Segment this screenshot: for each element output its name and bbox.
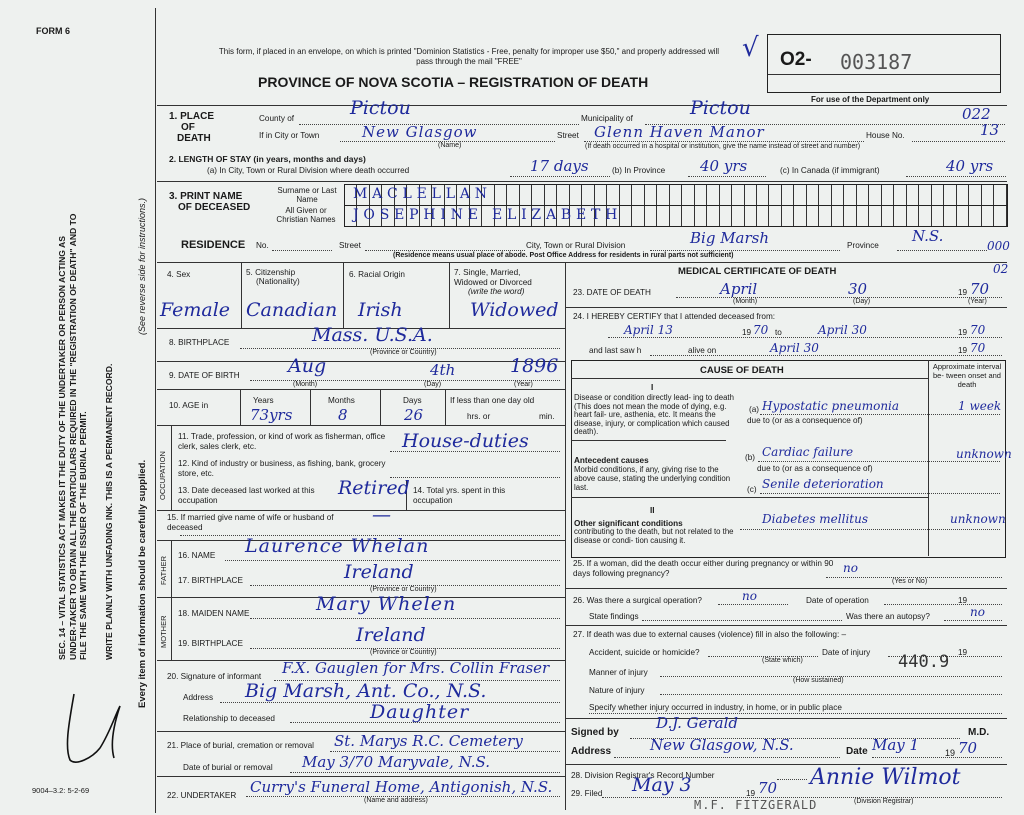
q27-date-19: 19 [958,648,968,657]
county-label: County of [259,114,295,123]
deceased-label [169,191,250,213]
q26-autopsy-label: Was there an autopsy? [846,612,930,621]
side-instruction-ink: WRITE PLAINLY WITH UNFADING INK. THIS IS A PERMANENT RECORD. [104,363,114,660]
marital-label-1: 7. Single, Married, [454,268,521,277]
informant-sig-value: F.X. Gauglen for Mrs. Collin Fraser [282,659,550,677]
burial-date-value: May 3/70 Maryvale, N.S. [302,753,491,771]
age-lt-label: If less than one day old [450,396,535,405]
part-1-label: I [651,383,654,392]
last-seen-mid: alive on [688,346,717,355]
undertaker-label: 22. UNDERTAKER [167,791,237,800]
informant-rel-value: Daughter [370,701,470,723]
part-2-label: II [650,506,655,515]
q27-manner-label: Manner of injury [589,668,648,677]
filed-value: May 3 [632,774,692,796]
age-days-label: Days [403,396,422,405]
form-title: PROVINCE OF NOVA SCOTIA – REGISTRATION OF DEATH [258,74,649,90]
death-year-caption: (Year) [968,298,987,305]
given-label: All Given or Christian Names [276,206,336,224]
q28-label: 28. Division Registrar's Record Number [571,771,715,780]
stay-c-value: 40 yrs [946,157,994,175]
marital-label-2: Widowed or Divorced [454,277,532,287]
surname-value: MACLELLAN [353,186,492,202]
mail-notice: This form, if placed in an envelope, on which is printed "Dominion Statistics - Free, penalty for improper use $50," and properly addressed will pass through the mail "FREE" [218,47,720,66]
q27-date-label: Date of injury [822,648,871,657]
birthplace-label: 8. BIRTHPLACE [169,338,230,347]
signed-label: Signed by [571,727,619,738]
q26-answer: no [742,589,757,603]
death-date-label: 23. DATE OF DEATH [573,288,651,297]
signed-address-label: Address [571,746,612,757]
q26-text: 26. Was there a surgical operation? [573,596,702,605]
occupation-11-label: 11. Trade, profession, or kind of work as fisherman, office clerk, sales clerk, etc. [178,432,386,451]
father-birthplace-caption: (Province or Country) [370,586,437,593]
residence-city-value: Big Marsh [690,229,770,247]
q27-text: 27. If death was due to external causes (violence) fill in also the following: – [573,630,847,639]
race-value: Irish [358,299,403,321]
stay-b-value: 40 yrs [700,157,748,175]
residence-province-value: N.S. [912,227,944,245]
registrar-stamp: M.F. FITZGERALD [694,798,818,812]
attended-to: April 30 [818,323,867,337]
side-instruction-every-item: Every item of information should be carefully supplied. [137,459,148,708]
death-day-caption: (Day) [853,298,871,305]
q26-date-label: Date of operation [806,596,869,605]
sex-label: 4. Sex [167,270,191,279]
place-label-3: DEATH [177,133,211,144]
informant-rel-label: Relationship to deceased [183,714,275,723]
burial-date-label: Date of burial or removal [183,763,273,772]
age-label: 10. AGE in [169,401,209,410]
stay-a-label: (a) In City, Town or Rural Division where death occurred [207,166,410,175]
marital-value: Widowed [470,299,559,321]
form-number: FORM 6 [36,26,71,36]
other-value: Diabetes mellitus [762,512,868,526]
q27-sustained-caption: (How sustained) [793,677,844,684]
house-label: House No. [866,131,905,140]
sex-value: Female [160,299,231,321]
due-to-2: due to (or as a consequence of) [757,464,873,473]
checkmark: √ [742,33,759,63]
dob-month: Aug [288,355,327,377]
hospital-note: (If death occurred in a hospital or institution, give the name instead of street and number) [585,143,861,150]
house-value: 13 [980,121,1000,139]
residence-code-2: 02 [993,262,1009,276]
father-side-label: FATHER [159,555,168,585]
marital-label-3: (write the word) [468,287,525,296]
mother-birthplace-caption: (Province or Country) [370,649,437,656]
place-label-1: 1. PLACE [169,111,215,122]
q27-state-caption: (State which) [762,657,803,664]
cause-c-value: Senile deterioration [762,477,884,491]
wife-value: — [372,504,391,526]
occupation-12-label: 12. Kind of industry or business, as fishing, bank, grocery store, etc. [178,459,386,478]
father-birthplace-value: Ireland [344,561,414,583]
attended-to-label: to [775,328,782,337]
dob-year-caption: (Year) [514,381,533,388]
city-label: If in City or Town [259,131,320,140]
municipality-code: 022 [962,105,991,123]
residence-code-1: 000 [987,239,1010,253]
county-value: Pictou [350,97,411,119]
municipality-value: Pictou [690,97,751,119]
mother-birthplace-value: Ireland [356,624,426,646]
age-hrs-label: hrs. or [467,412,491,421]
q27-accident-label: Accident, suicide or homicide? [589,648,700,657]
dob-day: 4th [430,361,456,379]
department-use-label: For use of the Department only [811,95,930,104]
age-days-value: 26 [404,406,424,424]
occupation-side-label: OCCUPATION [158,451,167,500]
surname-boxes [344,184,1008,206]
occupation-13-label: 13. Date deceased last worked at this occupation [178,486,315,505]
dob-day-caption: (Day) [424,381,442,388]
residence-note: (Residence means usual place of abode. Post Office Address for residents in rural parts not sufficient) [393,252,734,259]
age-min-label: min. [539,412,555,421]
birthplace-value: Mass. U.S.A. [312,324,433,346]
occupation-14-label: 14. Total yrs. spent in this occupation [413,486,506,505]
stay-label-text: 2. LENGTH OF STAY (in years, months and days) [169,154,366,164]
q25-caption: (Yes or No) [892,578,928,585]
stay-label [169,154,366,164]
attended-to-yr: 70 [970,323,986,337]
cause-a-label: (a) [749,405,760,414]
residence-label: RESIDENCE [181,239,246,251]
birthplace-caption: (Province or Country) [370,349,437,356]
mother-side-label: MOTHER [159,615,168,648]
registration-number: 003187 [840,50,913,74]
citizenship-caption: (Nationality) [256,277,300,286]
print-code: 9004–3.2: 5-2-69 [32,786,90,795]
other-interval: unknown [950,512,1006,526]
q26-autopsy-answer: no [970,605,985,619]
death-date-month: April [720,280,758,298]
cause-c-label: (c) [747,485,757,494]
q29-label: 29. Filed [571,789,603,798]
cause-a-value: Hypostatic pneumonia [762,399,900,413]
occupation-13-value: Retired [338,477,410,499]
attended-from-19: 19 [742,328,752,337]
signed-date-value: May 1 [872,736,920,754]
filed-19: 19 [746,789,756,798]
signed-date-label: Date [846,746,868,757]
informant-address-value: Big Marsh, Ant. Co., N.S. [245,680,487,702]
dob-month-caption: (Month) [293,381,318,388]
death-date-19: 19 [958,288,968,297]
side-instruction-vital-stats: SEC. 14 – VITAL STATISTICS ACT MAKES IT THE DUTY OF THE UNDERTAKER OR PERSON ACTING AS UNDER-TAKER TO OBTAIN ALL THE PARTICULARS REQUIRED IN THE "REGISTRATION OF DEATH" AND TO FILE THE SAME WITH THE ISSUER OF THE BURIAL PERMIT. [57,213,88,660]
due-to-1: due to (or as a consequence of) [747,416,863,425]
wife-label: 15. If married give name of wife or husband of deceased [167,513,334,532]
cause-of-death-title: CAUSE OF DEATH [700,365,784,376]
street-label: Street [557,131,579,140]
cause-b-interval: unknown [956,447,1012,461]
age-months-value: 8 [338,406,348,424]
signed-date-19: 19 [945,748,956,758]
municipality-label: Municipality of [581,114,633,123]
registrar-caption: (Division Registrar) [854,798,914,805]
surname-label: Surname or Last Name [277,186,337,204]
q27-code: 440.9 [898,652,950,672]
last-seen-yr: 70 [970,341,986,355]
attended-from: April 13 [624,323,673,337]
antecedent-desc: Morbid conditions, if any, giving rise to the above cause, stating the underlying condition last. [574,465,731,492]
death-month-caption: (Month) [733,298,758,305]
attended-label: 24. I HEREBY CERTIFY that I attended deceased from: [573,312,776,321]
other-label: Other significant conditions [574,519,683,528]
marital-label [454,268,532,297]
deceased-label-2: OF DECEASED [178,202,251,213]
q26-date-19: 19 [958,596,968,605]
dob-year: 1896 [510,355,559,377]
registration-prefix: O2- [780,49,812,70]
informant-sig-label: 20. Signature of informant [167,672,262,681]
deceased-label-1: 3. PRINT NAME [169,191,243,202]
side-instruction-reverse: (See reverse side for instructions.) [137,197,147,335]
stay-b-label: (b) In Province [612,166,666,175]
disease-label [574,394,734,437]
informant-address-label: Address [183,693,214,702]
cause-a-interval: 1 week [958,399,1002,413]
residence-province-label: Province [847,241,879,250]
city-value: New Glasgow [362,123,478,141]
signed-date-year: 70 [958,739,978,757]
given-name-boxes [344,205,1008,227]
last-seen-value: April 30 [770,341,819,355]
occupation-11-value: House-duties [402,430,529,452]
given-name-value: JOSEPHINE ELIZABETH [353,207,623,223]
undertaker-caption: (Name and address) [364,797,428,804]
citizenship-value: Canadian [246,299,338,321]
father-name-value: Laurence Whelan [245,535,430,557]
q25-answer: no [843,561,858,575]
citizenship-label [246,268,300,286]
mother-birthplace-label: 19. BIRTHPLACE [178,639,243,648]
age-years-label: Years [253,396,274,405]
place-label [169,111,214,144]
residence-city-label: City, Town or Rural Division [526,241,626,250]
registration-number-box [767,34,1001,93]
place-label-2: OF [181,122,195,133]
street-value: Glenn Haven Manor [594,123,765,141]
city-name-caption: (Name) [438,142,462,149]
age-years-value: 73yrs [250,406,293,424]
q27-specify-label: Specify whether injury occurred in industry, in home, or in public place [589,703,842,712]
burial-place-label: 21. Place of burial, cremation or removal [167,741,314,750]
attended-to-19: 19 [958,328,968,337]
q26-findings-label: State findings [589,612,639,621]
stay-c-label: (c) In Canada (if immigrant) [780,166,880,175]
other-desc: contributing to the death, but not related to the disease or condi- tion causing it. [574,527,734,545]
dob-label: 9. DATE OF BIRTH [169,371,240,380]
residence-street-label: Street [339,241,361,250]
q27-nature-label: Nature of injury [589,686,645,695]
stay-a-value: 17 days [530,157,589,175]
last-seen-label: and last saw h [589,346,642,355]
race-label: 6. Racial Origin [349,270,405,279]
father-name-label: 16. NAME [178,551,216,560]
interval-label: Approximate interval be- tween onset and death [932,362,1002,389]
citizenship-label-text: 5. Citizenship [246,268,296,277]
cause-b-value: Cardiac failure [762,445,854,459]
mother-maiden-label: 18. MAIDEN NAME [178,609,250,618]
filed-year: 70 [758,779,778,797]
undertaker-value: Curry's Funeral Home, Antigonish, N.S. [250,778,553,796]
last-seen-19: 19 [958,346,968,355]
burial-place-value: St. Marys R.C. Cemetery [334,732,523,750]
registrar-signature: Annie Wilmot [810,765,961,790]
left-margin-line [155,8,156,813]
disease-label-text: Disease or condition directly lead- ing to death (This does not mean the mode of dying, e.g. heart fail- ure, asthenia, etc. It means the disease, injury, or complication which caused death). [574,393,734,437]
md-label: M.D. [968,727,990,738]
medical-title: MEDICAL CERTIFICATE OF DEATH [678,266,837,277]
signed-value: D.J. Gerald [656,714,739,732]
residence-no-label: No. [256,241,269,250]
death-date-day: 30 [848,280,868,298]
mother-maiden-value: Mary Whelen [316,593,457,615]
attended-from-yr: 70 [753,323,769,337]
antecedent-label: Antecedent causes [574,456,649,465]
death-date-year: 70 [970,280,990,298]
signed-address-value: New Glasgow, N.S. [650,736,794,754]
registrar-initial-signature [40,688,140,768]
father-birthplace-label: 17. BIRTHPLACE [178,576,243,585]
age-months-label: Months [328,396,355,405]
cause-b-label: (b) [745,453,756,462]
q25-text: 25. If a woman, did the death occur either during pregnancy or within 90 days following pregnancy? [573,559,834,578]
